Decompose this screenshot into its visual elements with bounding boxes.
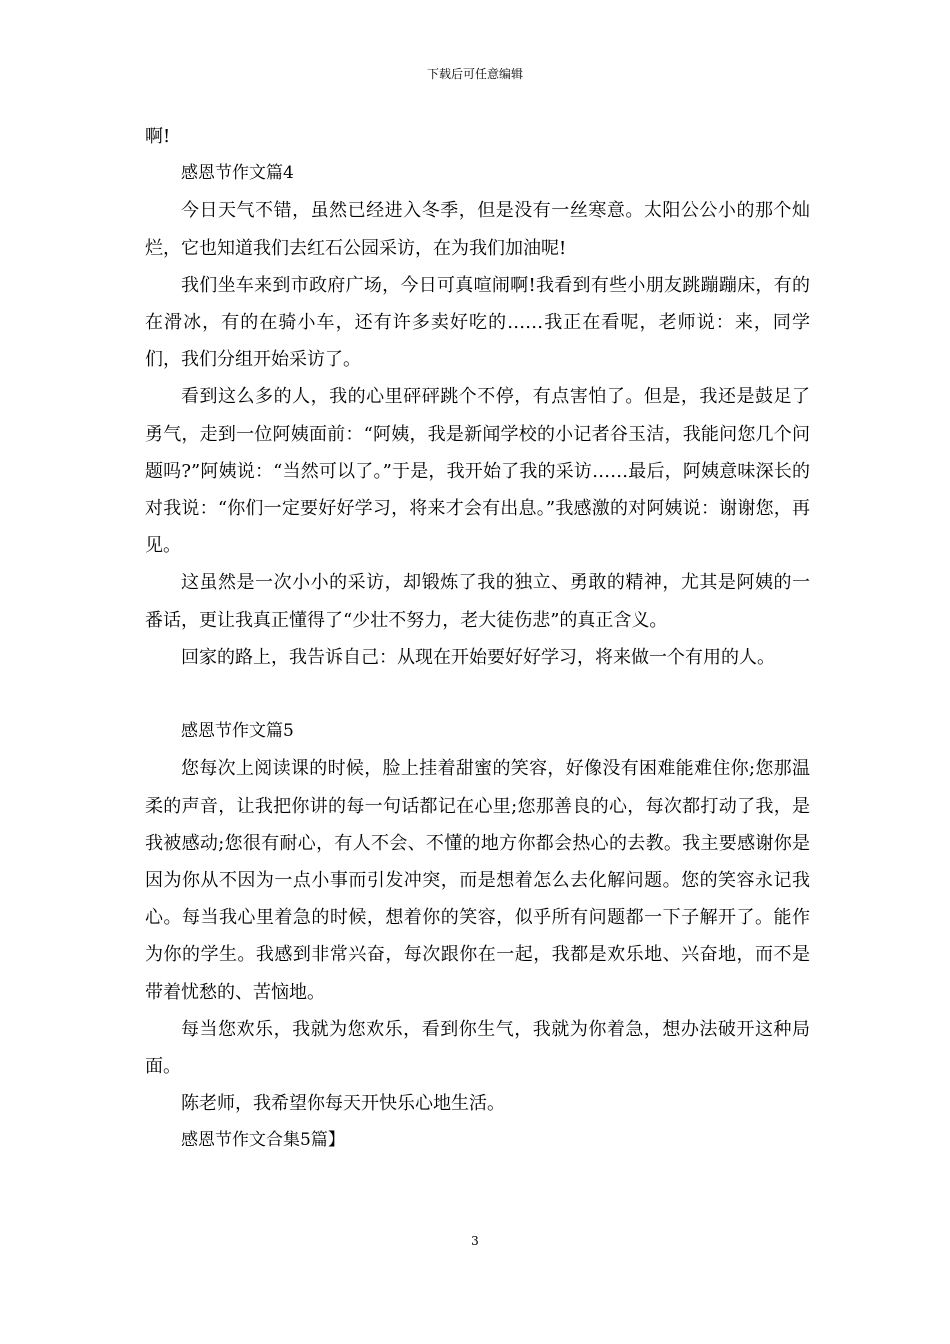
page-header: 下载后可任意编辑 xyxy=(426,67,523,81)
page-number: 3 xyxy=(471,1234,479,1248)
paragraph: 我们坐车来到市政府广场，今日可真喧闹啊!我看到有些小朋友跳蹦蹦床，有的在滑冰，有的在骑小车，还有许多卖好吃的……我正在看呢，老师说：来，同学们，我们分组开始采访了。 xyxy=(145,274,810,371)
essay-heading-5: 感恩节作文篇5 xyxy=(181,721,294,742)
paragraph: 您每次上阅读课的时候，脸上挂着甜蜜的笑容，好像没有困难能难住你;您那温柔的声音，让我把你讲的每一句话都记在心里;您那善良的心，每次都打动了我，是我被感动;您很有耐心，有人不会、不懂的地方你都会热心的去教。我主要感谢你是因为你从不因为一点小事而引发冲突，而是想着怎么去化解问题。您的笑容永记我心。每当我心里着急的时候，想着你的笑容，似乎所有问题都一下子解开了。能作为你的学生。我感到非常兴奋，每次跟你在一起，我都是欢乐地、兴奋地，而不是带着忧愁的、苦恼地。 xyxy=(145,758,810,1003)
paragraph: 这虽然是一次小小的采访，却锻炼了我的独立、勇敢的精神，尤其是阿姨的一番话，更让我真正懂得了“少壮不努力，老大徒伤悲”的真正含义。 xyxy=(145,572,810,631)
collection-title: 感恩节作文合集5篇】 xyxy=(181,1130,345,1151)
paragraph: 每当您欢乐，我就为您欢乐，看到你生气，我就为你着急，想办法破开这种局面。 xyxy=(145,1018,810,1078)
essay-heading-4: 感恩节作文篇4 xyxy=(181,163,294,184)
blank-line xyxy=(145,676,810,713)
paragraph: 看到这么多的人，我的心里砰砰跳个不停，有点害怕了。但是，我还是鼓足了勇气，走到一位阿姨面前：“阿姨，我是新闻学校的小记者谷玉洁，我能问您几个问题吗?”阿姨说：“当然可以了。”于是，我开始了我的采访……最后，阿姨意味深长的对我说：“你们一定要好好学习，将来才会有出息。”我感激的对阿姨说：谢谢您，再见。 xyxy=(145,386,810,557)
document-body xyxy=(145,118,810,1160)
paragraph-continuation: 啊! xyxy=(145,126,171,147)
paragraph: 陈老师，我希望你每天开快乐心地生活。 xyxy=(181,1093,505,1115)
paragraph: 今日天气不错，虽然已经进入冬季，但是没有一丝寒意。太阳公公小的那个灿烂，它也知道我们去红石公园采访，在为我们加油呢! xyxy=(145,200,810,259)
paragraph: 回家的路上，我告诉自己：从现在开始要好好学习，将来做一个有用的人。 xyxy=(181,646,775,668)
